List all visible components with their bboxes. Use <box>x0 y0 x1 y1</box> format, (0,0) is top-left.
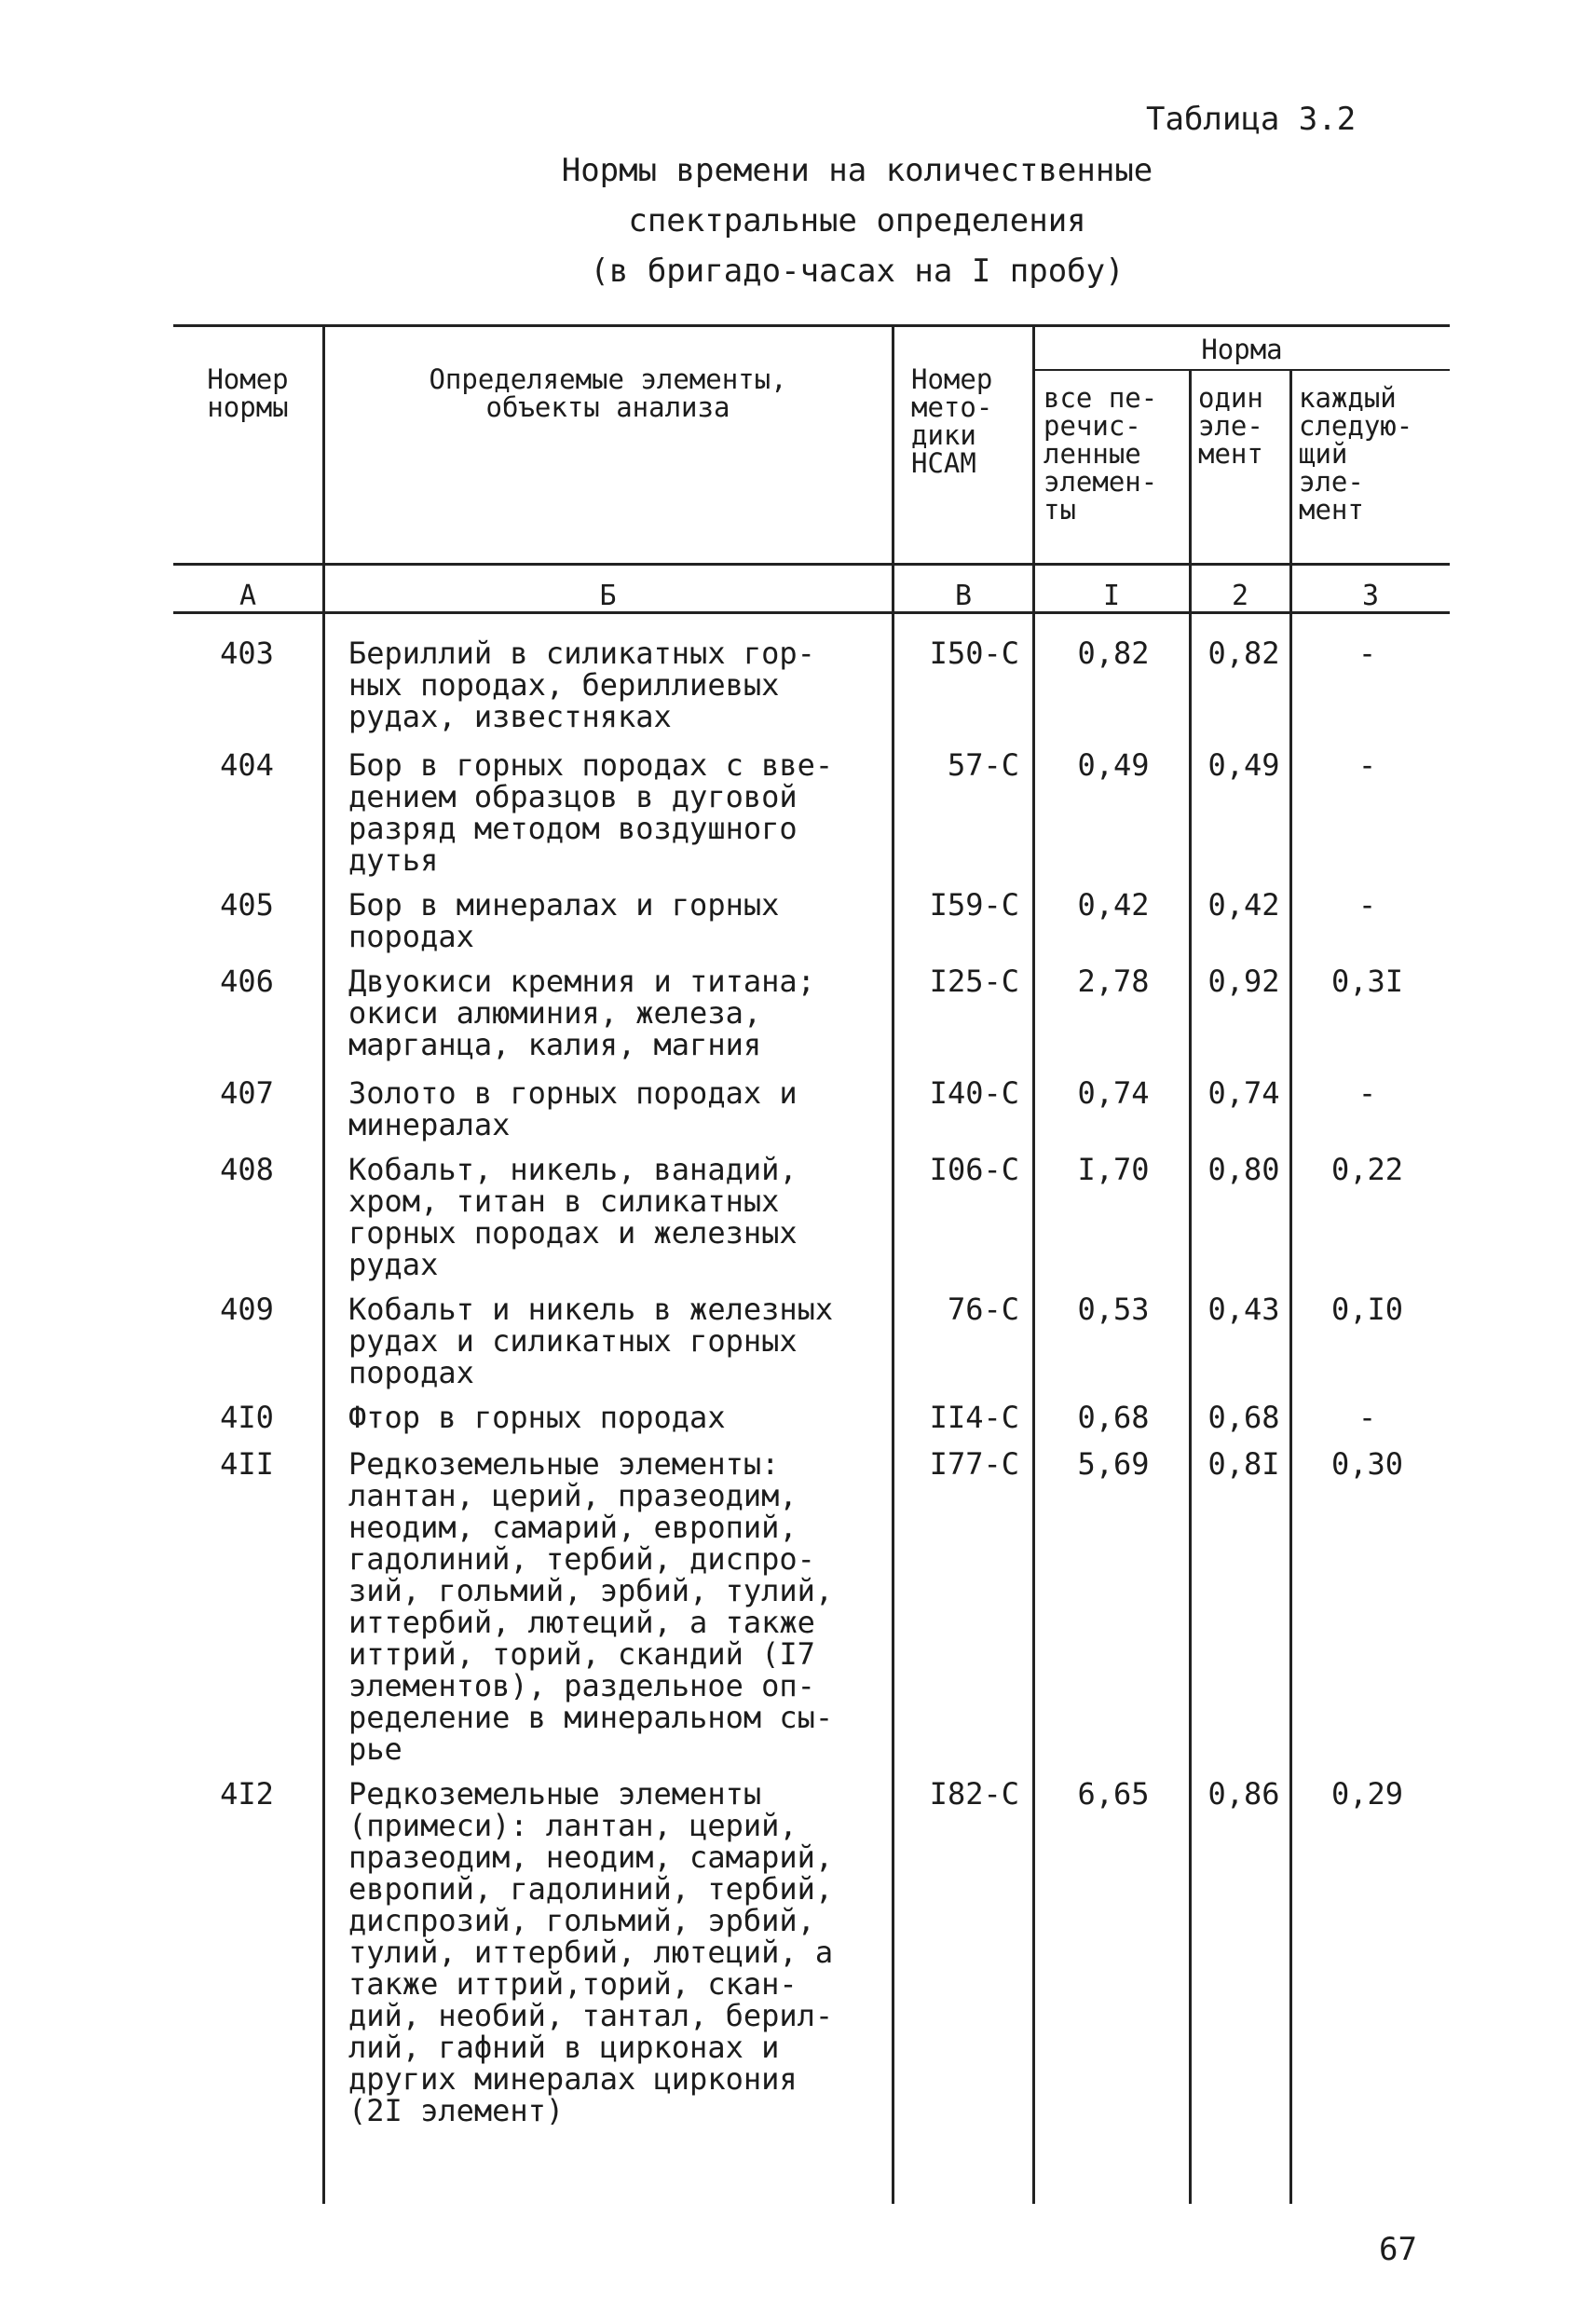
norm-each-next: 0,22 <box>1330 1152 1404 1187</box>
norm-all-listed: 0,68 <box>1077 1400 1150 1435</box>
norm-number: 406 <box>220 964 274 999</box>
norm-each-next: 0,30 <box>1330 1446 1404 1482</box>
page-number: 67 <box>1379 2231 1417 2268</box>
norm-one-element: 0,8I <box>1207 1446 1280 1482</box>
header-bottom-rule <box>173 563 1450 566</box>
method-number: I25-С <box>929 964 1019 999</box>
norm-number: 407 <box>220 1075 274 1111</box>
header-elements: Определяемые элементы, объекты анализа <box>429 363 787 423</box>
norm-all-listed: 6,65 <box>1077 1776 1150 1812</box>
method-number: II4-С <box>929 1400 1019 1435</box>
norm-one-element: 0,80 <box>1207 1152 1280 1187</box>
title-line-1: Нормы времени на количественные <box>561 152 1153 189</box>
norm-all-listed: 0,53 <box>1077 1292 1150 1327</box>
method-number: I82-С <box>929 1776 1019 1812</box>
norm-one-element: 0,42 <box>1207 887 1280 923</box>
norm-all-listed: 2,78 <box>1077 964 1150 999</box>
norm-each-next: 0,29 <box>1330 1776 1404 1812</box>
element-description: Бор в минералах и горных породах <box>348 887 780 954</box>
header-each-next: каждый следую- щий эле- мент <box>1299 382 1413 526</box>
letter-a: А <box>239 580 257 612</box>
norm-each-next: - <box>1357 887 1377 923</box>
norm-one-element: 0,86 <box>1207 1776 1280 1812</box>
element-description: Фтор в горных породах <box>348 1400 726 1435</box>
element-description: Бериллий в силикатных гор- ных породах, бериллиевых рудах, известняках <box>348 636 815 734</box>
element-description: Редкоземельные элементы: лантан, церий, празеодим, неодим, самарий, европий, гадолиний, тербий, диспро- зий, гольмий, эрбий, тулий, иттербий, лютеций, а также иттрий, торий, скандий (I7 элементов), раздельное оп- ределение в минеральном сы- рье <box>348 1446 834 1767</box>
header-method: Номер мето- дики НСАМ <box>911 363 993 479</box>
norm-number: 403 <box>220 636 274 671</box>
element-description: Кобальт, никель, ванадий, хром, титан в силикатных горных породах и железных рудах <box>348 1152 798 1282</box>
norm-number: 405 <box>220 887 274 923</box>
method-number: I40-С <box>929 1075 1019 1111</box>
header-one-element: один эле- мент <box>1198 382 1263 470</box>
letter-b: Б <box>599 580 617 612</box>
letter-2: 2 <box>1231 580 1249 612</box>
norm-number: 4II <box>220 1446 274 1482</box>
col-divider-1 <box>322 326 325 2204</box>
element-description: Кобальт и никель в железных рудах и силикатных горных породах <box>348 1292 834 1390</box>
method-number: 76-С <box>947 1292 1019 1327</box>
element-description: Бор в горных породах с вве- дением образцов в дуговой разряд методом воздушного дутья <box>348 747 834 878</box>
header-all-listed: все пе- речис- ленные элемен- ты <box>1044 382 1158 526</box>
norm-all-listed: 5,69 <box>1077 1446 1150 1482</box>
norm-number: 404 <box>220 747 274 783</box>
header-norm-number: Номер нормы <box>207 363 289 423</box>
norm-all-listed: 0,49 <box>1077 747 1150 783</box>
method-number: I06-С <box>929 1152 1019 1187</box>
table-top-rule <box>173 324 1450 327</box>
norm-group-rule <box>1032 369 1450 371</box>
norm-number: 4I0 <box>220 1400 274 1435</box>
norm-all-listed: 0,82 <box>1077 636 1150 671</box>
norm-one-element: 0,68 <box>1207 1400 1280 1435</box>
element-description: Двуокиси кремния и титана; окиси алюминия, железа, марганца, калия, магния <box>348 964 815 1062</box>
norm-one-element: 0,92 <box>1207 964 1280 999</box>
norm-each-next: 0,I0 <box>1330 1292 1404 1327</box>
norm-each-next: - <box>1357 636 1377 671</box>
title-line-3: (в бригадо-часах на I пробу) <box>590 253 1125 290</box>
method-number: I59-С <box>929 887 1019 923</box>
norm-each-next: - <box>1357 747 1377 783</box>
element-description: Золото в горных породах и минералах <box>348 1075 798 1142</box>
letter-3: 3 <box>1361 580 1380 612</box>
letter-v: В <box>954 580 973 612</box>
method-number: I77-С <box>929 1446 1019 1482</box>
norm-number: 408 <box>220 1152 274 1187</box>
method-number: I50-С <box>929 636 1019 671</box>
norm-all-listed: 0,42 <box>1077 887 1150 923</box>
norm-all-listed: I,70 <box>1077 1152 1150 1187</box>
method-number: 57-С <box>947 747 1019 783</box>
norm-one-element: 0,49 <box>1207 747 1280 783</box>
norm-all-listed: 0,74 <box>1077 1075 1150 1111</box>
norm-number: 409 <box>220 1292 274 1327</box>
element-description: Редкоземельные элементы (примеси): лантан, церий, празеодим, неодим, самарий, европий, гадолиний, тербий, диспрозий, гольмий, эрбий, тулий, иттербий, лютеций, а также иттрий,торий, скан- дий, необий, тантал, берил- лий, гафний в цирконах и других минералах циркония (2I элемент) <box>348 1776 834 2128</box>
norm-each-next: - <box>1357 1075 1377 1111</box>
norm-each-next: 0,3I <box>1330 964 1404 999</box>
norm-number: 4I2 <box>220 1776 274 1812</box>
col-divider-4 <box>1189 369 1192 2204</box>
letter-1: I <box>1102 580 1121 612</box>
table-label: Таблица 3.2 <box>1146 101 1357 138</box>
norm-one-element: 0,82 <box>1207 636 1280 671</box>
norm-one-element: 0,74 <box>1207 1075 1280 1111</box>
title-line-2: спектральные определения <box>628 202 1086 239</box>
norm-one-element: 0,43 <box>1207 1292 1280 1327</box>
norm-each-next: - <box>1357 1400 1377 1435</box>
header-norm-group: Норма <box>1201 334 1283 365</box>
